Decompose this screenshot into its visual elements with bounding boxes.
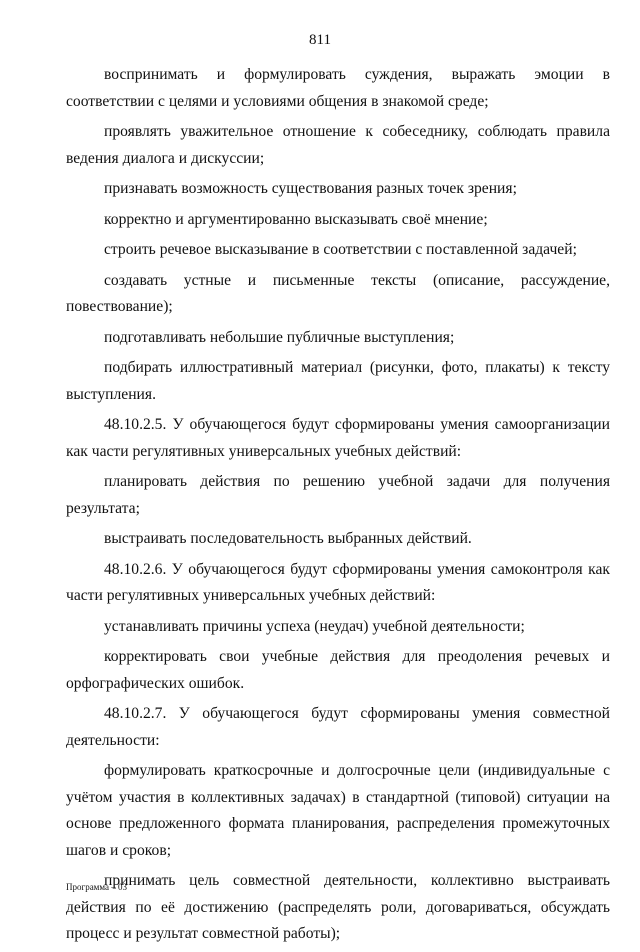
paragraph: строить речевое высказывание в соответствии с поставленной задачей; <box>104 241 577 258</box>
section-heading-paragraph: 48.10.2.7. У обучающегося будут сформированы умения совместной деятельности: <box>66 705 610 749</box>
paragraph: выстраивать последовательность выбранных действий. <box>104 530 472 547</box>
paragraph: корректировать свои учебные действия для преодоления речевых и орфографических ошибок. <box>66 648 610 692</box>
paragraph: проявлять уважительное отношение к собеседнику, соблюдать правила ведения диалога и дискуссии; <box>66 123 610 167</box>
paragraph: устанавливать причины успеха (неудач) учебной деятельности; <box>104 617 525 635</box>
page-footer: Программа – 03 <box>66 882 128 892</box>
body-text <box>66 62 610 952</box>
section-heading-paragraph: 48.10.2.5. У обучающегося будут сформированы умения самоорганизации как части регулятивных универсальных учебных действий: <box>66 416 610 460</box>
paragraph: принимать цель совместной деятельности, коллективно выстраивать действия по её достижению (распределять роли, договариваться, обсуждать процесс и результат совместной работы); <box>66 872 610 942</box>
paragraph: планировать действия по решению учебной задачи для получения результата; <box>66 473 610 517</box>
paragraph: воспринимать и формулировать суждения, выражать эмоции в соответствии с целями и условиями общения в знакомой среде; <box>66 66 610 110</box>
paragraph: корректно и аргументированно высказывать своё мнение; <box>104 210 488 228</box>
paragraph: подготавливать небольшие публичные выступления; <box>104 328 455 346</box>
page-number: 811 <box>309 32 331 48</box>
paragraph: создавать устные и письменные тексты (описание, рассуждение, повествование); <box>66 271 610 315</box>
paragraph: формулировать краткосрочные и долгосрочные цели (индивидуальные с учётом участия в коллективных задачах) в стандартной (типовой) ситуации на основе предложенного формата планирования, распределения промежуточных шагов и сроков; <box>66 762 610 859</box>
paragraph: подбирать иллюстративный материал (рисунки, фото, плакаты) к тексту выступления. <box>66 359 610 403</box>
paragraph: признавать возможность существования разных точек зрения; <box>104 180 517 197</box>
section-heading-paragraph: 48.10.2.6. У обучающегося будут сформированы умения самоконтроля как части регулятивных универсальных учебных действий: <box>66 560 610 604</box>
